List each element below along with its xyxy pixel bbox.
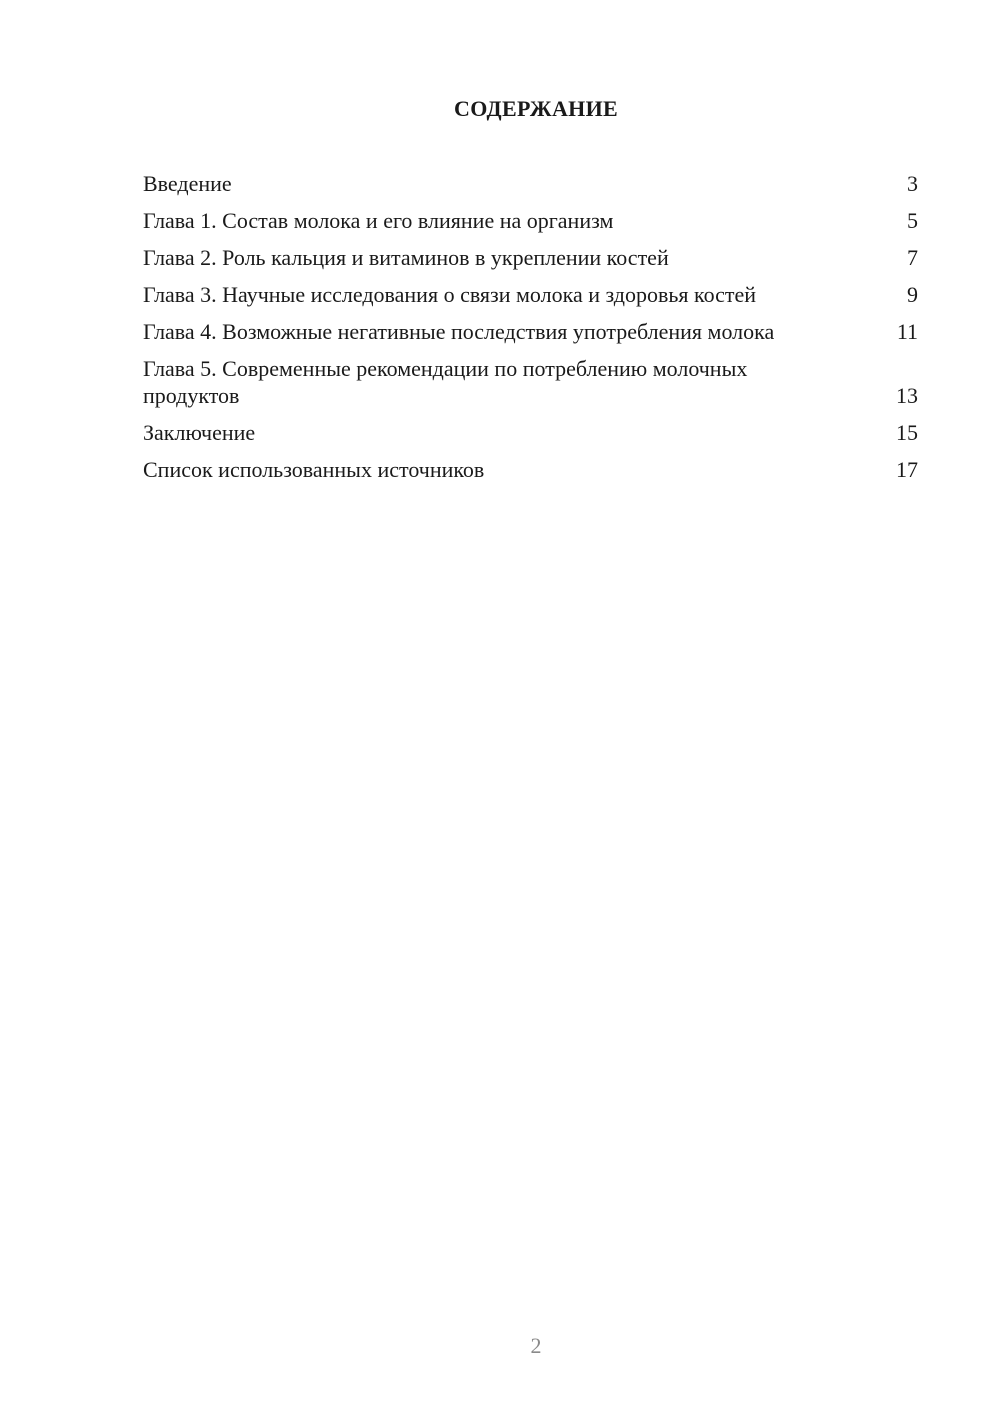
toc-entry-chapter-2	[143, 244, 918, 271]
toc-entry-page: 3	[907, 171, 918, 196]
toc-entry-page: 15	[896, 420, 918, 445]
toc-entry-text: Заключение	[143, 420, 256, 445]
page-number: 2	[530, 1333, 542, 1358]
toc-entry-text: Глава 5. Современные рекомендации по потреблению молочных продуктов	[143, 356, 748, 408]
toc-entry-text: Глава 1. Состав молока и его влияние на организм	[143, 208, 614, 233]
toc-entry-text: Список использованных источников	[143, 457, 485, 482]
toc-entry-page: 5	[907, 208, 918, 233]
toc-entry-text: Глава 3. Научные исследования о связи молока и здоровья костей	[143, 282, 757, 307]
toc-entry-chapter-5	[143, 355, 918, 409]
toc-entry-text: Введение	[143, 171, 232, 196]
toc-entry-page: 11	[896, 319, 918, 344]
toc-entry-text: Глава 2. Роль кальция и витаминов в укреплении костей	[143, 245, 669, 270]
toc-entry-page: 9	[907, 282, 918, 307]
toc-entry-chapter-4	[143, 318, 918, 345]
toc-entry-references	[143, 456, 918, 483]
toc-entry-page: 7	[907, 245, 918, 270]
toc-entry-chapter-3	[143, 281, 918, 308]
toc-entry-conclusion	[143, 419, 918, 446]
toc-entry-page: 13	[896, 383, 918, 408]
toc-entry-chapter-1	[143, 207, 918, 234]
toc-entry-text: Глава 4. Возможные негативные последствия употребления молока	[143, 319, 775, 344]
table-of-contents	[143, 170, 918, 493]
toc-title: СОДЕРЖАНИЕ	[454, 96, 618, 121]
toc-entry-introduction	[143, 170, 918, 197]
toc-entry-page: 17	[896, 457, 918, 482]
